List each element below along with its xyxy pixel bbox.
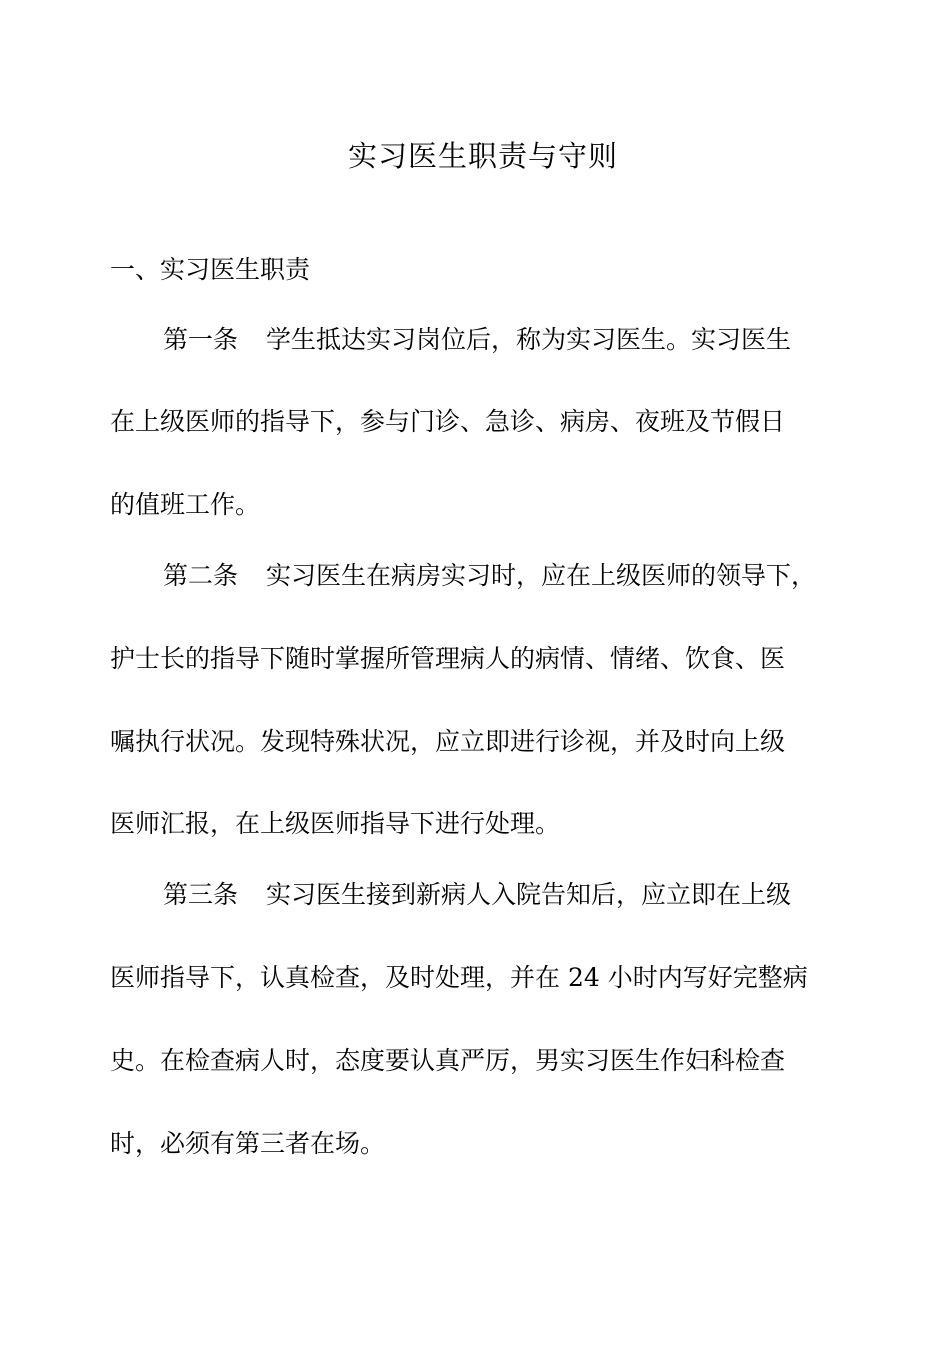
article-1-line-1: [163, 322, 791, 358]
article-2-line-3: 嘱执行状况。发现特殊状况，应立即进行诊视，并及时向上级: [110, 727, 786, 756]
article-3-label: 第三条: [163, 880, 239, 909]
article-1-line-3: 的值班工作。: [110, 490, 261, 519]
article-3-line-3: 史。在检查病人时，态度要认真严厉，男实习医生作妇科检查: [110, 1046, 786, 1075]
article-3-line-1: [163, 877, 791, 913]
section-heading: 一、实习医生职责: [110, 255, 311, 284]
article-3-line-2: 医师指导下，认真检查，及时处理，并在 24 小时内写好完整病: [110, 963, 808, 992]
article-2-label: 第二条: [163, 561, 239, 590]
article-2-text-1: 实习医生在病房实习时，应在上级医师的领导下，: [266, 561, 817, 590]
article-3-text-1: 实习医生接到新病人入院告知后，应立即在上级: [266, 880, 792, 909]
article-1-line-2: 在上级医师的指导下，参与门诊、急诊、病房、夜班及节假日: [110, 407, 786, 436]
article-1-label: 第一条: [163, 325, 239, 354]
page-title: 实习医生职责与守则: [347, 139, 618, 173]
article-2-line-4: 医师汇报，在上级医师指导下进行处理。: [110, 809, 561, 838]
article-2-line-2: 护士长的指导下随时掌握所管理病人的病情、情绪、饮食、医: [110, 644, 786, 673]
article-3-line-4: 时，必须有第三者在场。: [110, 1129, 386, 1158]
article-1-text-1: 学生抵达实习岗位后，称为实习医生。实习医生: [266, 325, 792, 354]
article-2-line-1: [163, 558, 816, 594]
